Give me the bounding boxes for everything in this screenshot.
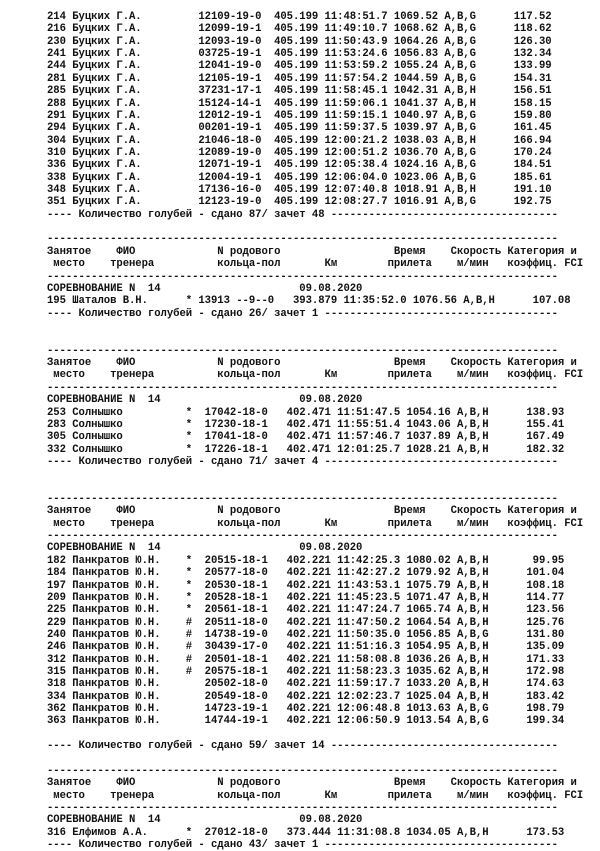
results-block-4 [47, 765, 583, 851]
header-rule: --------------------------------------------------------------------------------- [47, 530, 558, 543]
table-row: 334 Панкратов Ю.Н. 20549-18-0 402.221 12:02:23.7 1025.04 A,B,H 183.42 [47, 690, 565, 703]
header-rule: --------------------------------------------------------------------------------- [47, 270, 558, 283]
table-row: 214 Буцких Г.А. 12109-19-0 405.199 11:48:51.7 1069.52 A,B,G 117.52 [47, 11, 552, 23]
table-row: 315 Панкратов Ю.Н. # 20575-18-1 402.221 11:58:23.3 1035.62 A,B,H 172.98 [47, 666, 565, 679]
table-row: 310 Буцких Г.А. 12089-19-0 405.199 12:00:51.2 1036.70 A,B,G 170.24 [47, 146, 552, 159]
table-row: 332 Солнышко * 17226-18-1 402.471 12:01:25.7 1028.21 A,B,H 182.32 [47, 443, 565, 456]
header-rule: --------------------------------------------------------------------------------- [47, 381, 558, 394]
table-row: 229 Панкратов Ю.Н. # 20511-18-0 402.221 11:47:50.2 1064.54 A,B,H 125.76 [47, 616, 565, 629]
column-header-line-2: место тренера кольца-пол Км прилета м/мин коэффиц. FCI [47, 517, 584, 530]
table-row: 281 Буцких Г.А. 12105-19-1 405.199 11:57:54.2 1044.59 A,B,G 154.31 [47, 72, 552, 85]
results-block-2 [47, 345, 583, 469]
summary-line: ---- Количество голубей - сдано 59/ зачет 14 ------------------------------------ [47, 740, 558, 753]
table-row: 184 Панкратов Ю.Н. * 20577-18-0 402.221 11:42:27.2 1079.92 A,B,H 101.04 [47, 567, 565, 580]
header-rule: --------------------------------------------------------------------------------- [47, 493, 558, 506]
results-block-0 [47, 11, 583, 221]
table-row: 246 Панкратов Ю.Н. # 30439-17-0 402.221 11:51:16.3 1054.95 A,B,H 135.09 [47, 641, 565, 654]
competition-title: СОРЕВНОВАНИЕ N 14 09.08.2020 [47, 394, 363, 407]
table-row: 336 Буцких Г.А. 12071-19-1 405.199 12:05:38.4 1024.16 A,B,G 184.51 [47, 159, 552, 172]
competition-title: СОРЕВНОВАНИЕ N 14 09.08.2020 [47, 814, 363, 827]
competition-title: СОРЕВНОВАНИЕ N 14 09.08.2020 [47, 542, 363, 555]
results-block-1 [47, 233, 583, 320]
table-row: 312 Панкратов Ю.Н. # 20501-18-1 402.221 11:58:08.8 1036.26 A,B,H 171.33 [47, 653, 565, 666]
summary-line: ---- Количество голубей - сдано 43/ зачет 1 ------------------------------------- [47, 839, 558, 851]
column-header-line-2: место тренера кольца-пол Км прилета м/мин коэффиц. FCI [47, 369, 584, 382]
table-row: 195 Шаталов В.Н. * 13913 --9--0 393.879 11:35:52.0 1076.56 A,B,H 107.08 [47, 295, 571, 308]
header-rule: --------------------------------------------------------------------------------- [47, 764, 558, 777]
table-row: 288 Буцких Г.А. 15124-14-1 405.199 11:59:06.1 1041.37 A,B,H 158.15 [47, 97, 552, 110]
table-row: 230 Буцких Г.А. 12093-19-0 405.199 11:50:43.9 1064.26 A,B,G 126.30 [47, 35, 552, 48]
column-header-line-1: Занятое ФИО N родового Время Скорость Категория и [47, 777, 577, 790]
table-row: 241 Буцких Г.А. 03725-19-1 405.199 11:53:24.6 1056.83 A,B,G 132.34 [47, 48, 552, 61]
table-row: 316 Елфимов А.А. * 27012-18-0 373.444 11:31:08.8 1034.05 A,B,H 173.53 [47, 826, 565, 839]
table-row: 305 Солнышко * 17041-18-0 402.471 11:57:46.7 1037.89 A,B,H 167.49 [47, 431, 565, 444]
table-row: 362 Панкратов Ю.Н. 14723-19-1 402.221 12:06:48.8 1013.63 A,B,G 198.79 [47, 703, 565, 716]
header-rule: --------------------------------------------------------------------------------- [47, 802, 558, 814]
table-row: 294 Буцких Г.А. 00201-19-1 405.199 11:59:37.5 1039.97 A,B,G 161.45 [47, 122, 552, 135]
table-row: 291 Буцких Г.А. 12012-19-1 405.199 11:59:15.1 1040.97 A,B,G 159.80 [47, 109, 552, 122]
column-header-line-2: место тренера кольца-пол Км прилета м/мин коэффиц. FCI [47, 258, 584, 271]
table-row: 338 Буцких Г.А. 12004-19-1 405.199 12:06:04.0 1023.06 A,B,G 185.61 [47, 171, 552, 184]
header-rule: --------------------------------------------------------------------------------- [47, 344, 558, 357]
column-header-line-2: место тренера кольца-пол Км прилета м/мин коэффиц. FCI [47, 789, 584, 802]
table-row: 197 Панкратов Ю.Н. * 20530-18-1 402.221 11:43:53.1 1075.79 A,B,H 108.18 [47, 579, 565, 592]
table-row: 283 Солнышко * 17230-18-1 402.471 11:55:51.4 1043.06 A,B,H 155.41 [47, 418, 565, 431]
results-sheet [47, 11, 583, 851]
results-block-3 [47, 493, 583, 753]
table-row: 253 Солнышко * 17042-18-0 402.471 11:51:47.5 1054.16 A,B,H 138.93 [47, 406, 565, 419]
table-row: 318 Панкратов Ю.Н. 20502-18-0 402.221 11:59:17.7 1033.20 A,B,H 174.63 [47, 678, 565, 691]
column-header-line-1: Занятое ФИО N родового Время Скорость Категория и [47, 357, 577, 370]
table-row: 182 Панкратов Ю.Н. * 20515-18-1 402.221 11:42:25.3 1080.02 A,B,H 99.95 [47, 554, 565, 567]
column-header-line-1: Занятое ФИО N родового Время Скорость Категория и [47, 505, 577, 518]
table-row: 244 Буцких Г.А. 12041-19-0 405.199 11:53:59.2 1055.24 A,B,G 133.99 [47, 60, 552, 73]
column-header-line-1: Занятое ФИО N родового Время Скорость Категория и [47, 245, 577, 258]
table-row: 285 Буцких Г.А. 37231-17-1 405.199 11:58:45.1 1042.31 A,B,H 156.51 [47, 85, 552, 98]
table-row: 348 Буцких Г.А. 17136-16-0 405.199 12:07:40.8 1018.91 A,B,H 191.10 [47, 184, 552, 197]
header-rule: --------------------------------------------------------------------------------- [47, 233, 558, 246]
table-row: 240 Панкратов Ю.Н. # 14738-19-0 402.221 11:50:35.0 1056.85 A,B,G 131.80 [47, 628, 565, 641]
table-row: 363 Панкратов Ю.Н. 14744-19-1 402.221 12:06:50.9 1013.54 A,B,G 199.34 [47, 715, 565, 728]
table-row: 209 Панкратов Ю.Н. * 20528-18-1 402.221 11:45:23.5 1071.47 A,B,H 114.77 [47, 591, 565, 604]
summary-line: ---- Количество голубей - сдано 26/ зачет 1 ------------------------------------- [47, 307, 558, 320]
summary-line: ---- Количество голубей - сдано 71/ зачет 4 ------------------------------------- [47, 455, 558, 468]
competition-title: СОРЕВНОВАНИЕ N 14 09.08.2020 [47, 282, 363, 295]
table-row: 225 Панкратов Ю.Н. * 20561-18-1 402.221 11:47:24.7 1065.74 A,B,H 123.56 [47, 604, 565, 617]
table-row: 351 Буцких Г.А. 12123-19-0 405.199 12:08:27.7 1016.91 A,B,G 192.75 [47, 196, 552, 209]
table-row: 304 Буцких Г.А. 21046-18-0 405.199 12:00:21.2 1038.03 A,B,H 166.94 [47, 134, 552, 147]
summary-line: ---- Количество голубей - сдано 87/ зачет 48 ------------------------------------ [47, 208, 558, 221]
table-row: 216 Буцких Г.А. 12099-19-1 405.199 11:49:10.7 1068.62 A,B,G 118.62 [47, 23, 552, 36]
